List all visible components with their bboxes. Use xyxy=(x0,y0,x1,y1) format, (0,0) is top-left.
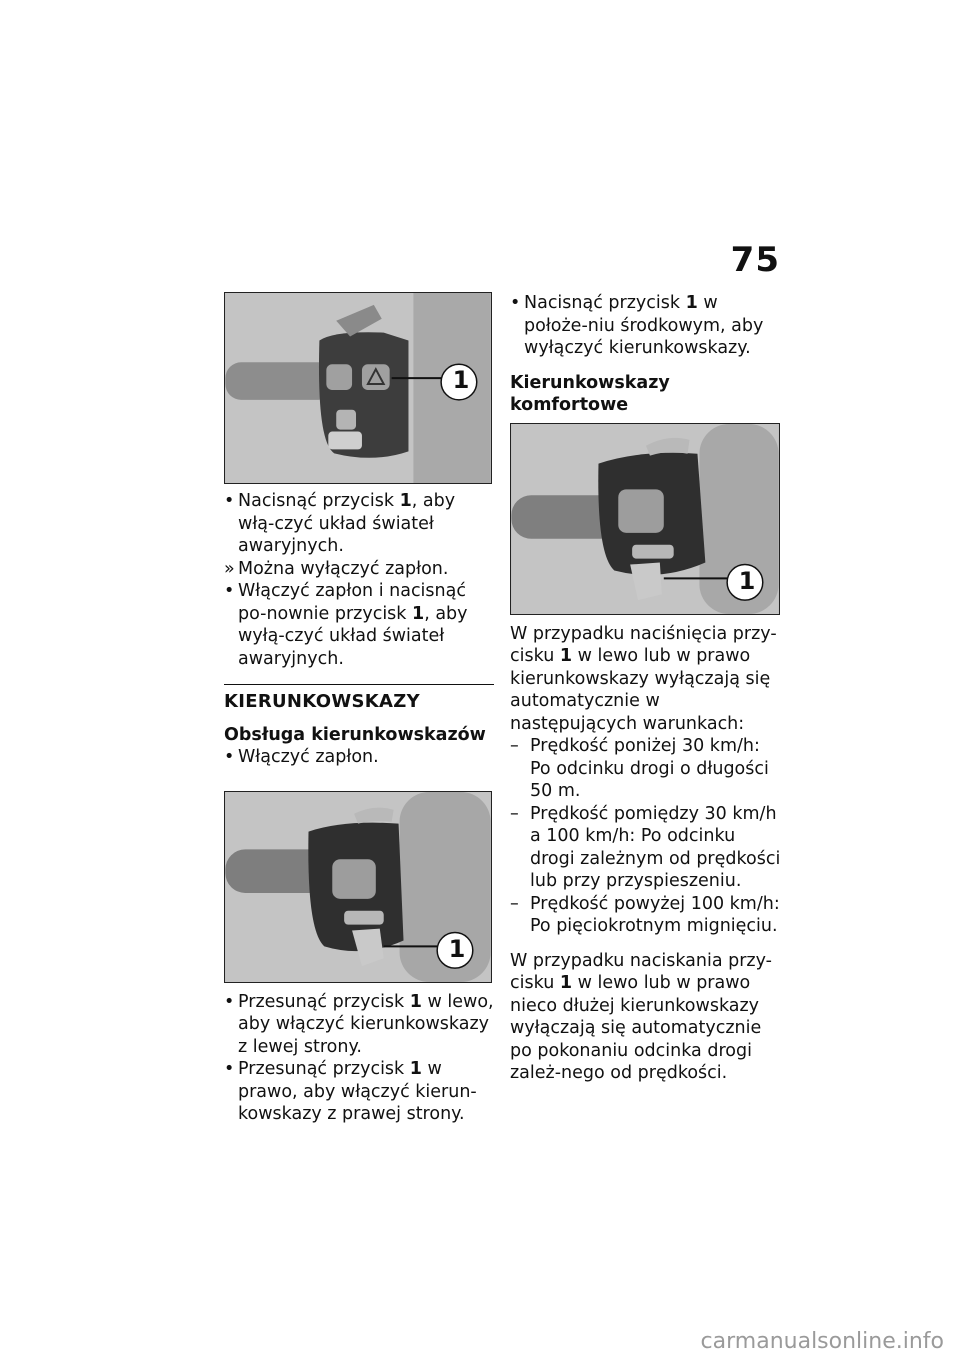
list-item: – Prędkość pomiędzy 30 km/h a 100 km/h: Po odcinku drogi zależnym od prędkości lub przy przyspieszeniu. xyxy=(510,803,781,891)
list-item: » Można wyłączyć zapłon. xyxy=(224,558,449,579)
comfort-turn-signal-figure xyxy=(510,423,780,615)
paragraph: W przypadku naciskania przy-cisku 1 w lewo lub w prawo nieco dłużej kierunkowskazy wyłączają się automatycznie po pokonaniu odcinka drogi zależ-nego od prędkości. xyxy=(510,950,772,1083)
section-title: KIERUNKOWSKAZY xyxy=(224,684,494,714)
figure-callout-1: 1 xyxy=(452,366,470,394)
page-number: 75 xyxy=(730,240,780,280)
turn-signal-instructions xyxy=(224,991,494,1126)
list-item: • Włączyć zapłon i nacisnąć po-nownie przycisk 1, aby wyłą-czyć układ świateł awaryjnych. xyxy=(224,581,468,669)
list-item: – Prędkość powyżej 100 km/h: Po pięciokrotnym mignięciu. xyxy=(510,893,780,936)
list-item: • Przesunąć przycisk 1 w prawo, aby włączyć kierun-kowskazy z prawej strony. xyxy=(224,1059,477,1124)
list-item: • Nacisnąć przycisk 1 w położe-niu środkowym, aby wyłączyć kierunkowskazy. xyxy=(510,293,764,358)
list-item: • Przesunąć przycisk 1 w lewo, aby włączyć kierunkowskazy z lewej strony. xyxy=(224,991,494,1057)
subsection-title: Obsługa kierunkowskazów xyxy=(224,724,486,745)
subsection-title: Kierunkowskazy komfortowe xyxy=(510,372,670,415)
hazard-switch-figure xyxy=(224,292,492,484)
list-item: – Prędkość poniżej 30 km/h: Po odcinku drogi o długości 50 m. xyxy=(510,736,769,801)
right-column xyxy=(510,292,782,1085)
watermark-link[interactable]: carmanualsonline.info xyxy=(700,1329,944,1354)
paragraph: W przypadku naciśnięcia przy-cisku 1 w lewo lub w prawo kierunkowskazy wyłączają się automatycznie w następujących warunkach: xyxy=(510,623,777,734)
list-item: • Włączyć zapłon. xyxy=(224,747,379,767)
turn-signal-switch-figure xyxy=(224,791,492,983)
left-column xyxy=(224,292,494,1126)
speed-conditions-list xyxy=(510,735,782,938)
hazard-instructions xyxy=(224,490,494,670)
list-item: • Nacisnąć przycisk 1, aby włą-czyć układ świateł awaryjnych. xyxy=(224,491,456,556)
figure-callout-1: 1 xyxy=(448,934,466,963)
figure-callout-1: 1 xyxy=(738,566,756,595)
